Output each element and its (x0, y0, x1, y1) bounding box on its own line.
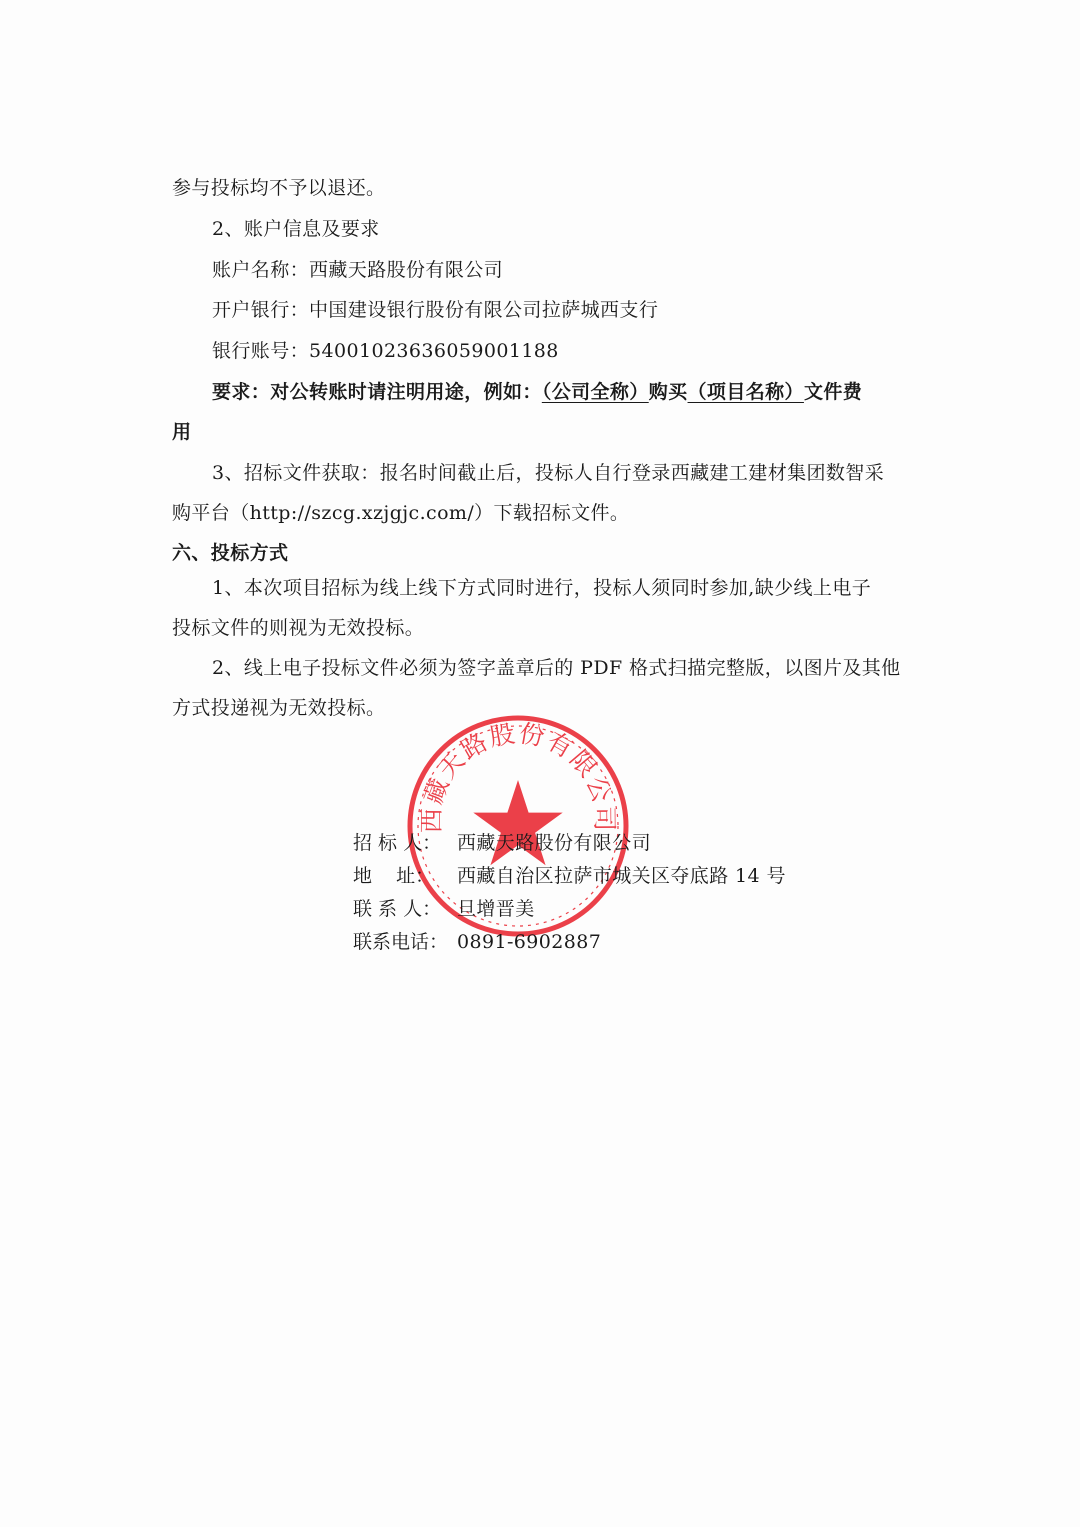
account-name-row (212, 257, 503, 283)
section-6-item-1-line-1: 1、本次项目招标为线上线下方式同时进行，投标人须同时参加,缺少线上电子 (212, 577, 872, 599)
account-number-value: 54001023636059001188 (309, 340, 559, 362)
item-2-heading: 2、账户信息及要求 (212, 218, 380, 240)
requirement-line (212, 379, 862, 405)
contact-label: 联 系 人： (353, 898, 442, 920)
requirement-line-cont: 用 (172, 421, 192, 443)
requirement-suffix: 文件费 (803, 381, 863, 403)
section-6-item-2-line-2: 方式投递视为无效投标。 (172, 697, 386, 719)
requirement-buy: 购买 (648, 381, 688, 403)
section-6-item-1-line-2: 投标文件的则视为无效投标。 (172, 617, 425, 639)
account-number-label: 银行账号： (212, 340, 310, 362)
address-label: 地 址： (353, 865, 435, 887)
phone-label: 联系电话： (353, 931, 449, 953)
section-6-title: 六、投标方式 (172, 542, 289, 564)
bidder-row (353, 830, 651, 856)
bank-value: 中国建设银行股份有限公司拉萨城西支行 (309, 299, 659, 321)
contact-value: 旦增晋美 (457, 898, 535, 920)
section-6-item-2-line-1: 2、线上电子投标文件必须为签字盖章后的 PDF 格式扫描完整版，以图片及其他 (212, 657, 901, 679)
requirement-company-placeholder: （公司全称） (541, 381, 649, 403)
requirement-prefix: 要求：对公转账时请注明用途，例如： (212, 381, 542, 403)
bidder-label: 招 标 人： (353, 832, 442, 854)
bidder-value: 西藏天路股份有限公司 (457, 832, 652, 854)
address-value: 西藏自治区拉萨市城关区夺底路 14 号 (457, 865, 786, 887)
item-3-line-2: 购平台（http://szcg.xzjgjc.com/）下载招标文件。 (172, 502, 630, 524)
requirement-project-placeholder: （项目名称） (687, 381, 804, 403)
bank-row (212, 297, 658, 323)
bank-label: 开户银行： (212, 299, 310, 321)
phone-row (353, 929, 601, 955)
account-name-value: 西藏天路股份有限公司 (309, 259, 504, 281)
account-number-row (212, 338, 559, 364)
phone-value: 0891-6902887 (457, 931, 602, 953)
seal-company-name: 西藏天路股份有限公司 (416, 718, 620, 834)
account-name-label: 账户名称： (212, 259, 310, 281)
item-3-line-1: 3、招标文件获取：报名时间截止后，投标人自行登录西藏建工建材集团数智采 (212, 462, 885, 484)
paragraph-refund-note: 参与投标均不予以退还。 (172, 177, 386, 199)
address-row (353, 863, 786, 889)
contact-row (353, 896, 535, 922)
